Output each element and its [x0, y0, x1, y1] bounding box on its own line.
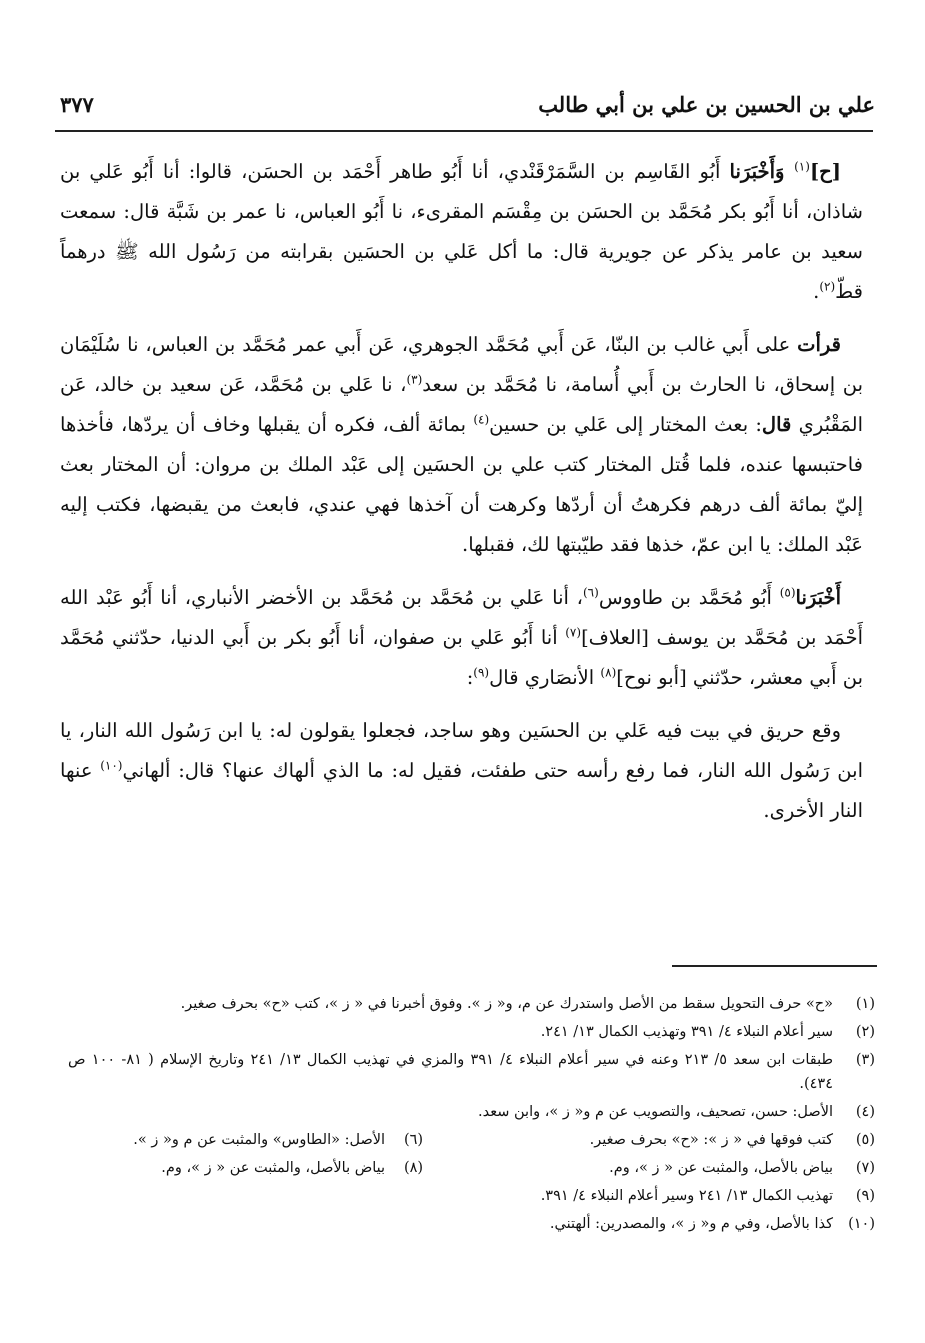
footnote-number: (٦): [403, 1132, 424, 1148]
paragraph-text: الأنصَاري قال: [489, 666, 601, 689]
footnote-number: (٤): [855, 1104, 875, 1120]
paragraph-text: على أَبي غالب بن البنّا، عَن أَبي مُحَمَّد الجوهري، عَن أَبي عمر مُحَمَّد بن العباس، نا سُلَيْمَان بن إسحاق، نا الحارث بن أَبي أُسامة، نا مُحَمَّد بن سعد: [60, 333, 863, 396]
footnote-ref: (٦): [582, 585, 599, 600]
footnote-pair: [68, 1156, 875, 1180]
footnote-text: كذا بالأصل، وفي م و« ز »، والمصدرين: ألهتني.: [549, 1216, 833, 1232]
footnote-ref: (٧): [565, 625, 582, 640]
footnote-ref: (٢): [819, 279, 836, 294]
paragraph-3: [60, 578, 863, 698]
footnote-text: بياض بالأصل، والمثبت عن « ز »، وم.: [161, 1160, 386, 1176]
footnote: [68, 1184, 875, 1208]
lead-word: أَخْبَرَنا: [795, 586, 841, 609]
footnote-text: طبقات ابن سعد ٥/ ٢١٣ وعنه في سير أعلام النبلاء ٤/ ٣٩١ والمزي في تهذيب الكمال ١٣/ ٢٤١ وتاريخ الإسلام ( ٨١- ١٠٠ ص ٤٣٤).: [68, 1052, 834, 1092]
paragraph-text: .: [813, 280, 820, 303]
paragraph-text: :: [466, 666, 474, 689]
footnote-text: سير أعلام النبلاء ٤/ ٣٩١ وتهذيب الكمال ١٣/ ٢٤١.: [540, 1024, 833, 1040]
paragraph-text: وقع حريق في بيت فيه عَلي بن الحسَين وهو ساجد، فجعلوا يقولون له: يا ابن رَسُول الله النار، يا ابن رَسُول الله النار، فما رفع رأسه حتى طفئت، فقيل له: ما الذي ألهاك عنها؟ قال: ألهاني: [60, 719, 863, 782]
paragraph-text: أنا أَبُو عَلي بن صفوان، أنا أَبُو بكر بن أَبي الدنيا، حدّثني مُحَمَّد بن أَبي معشر، حدّثني [أبو نوح]: [60, 626, 863, 689]
footnote-ref: (٤): [473, 412, 490, 427]
paragraph-4: [60, 711, 863, 831]
footnote: [68, 1212, 875, 1236]
footnote: [68, 1048, 875, 1096]
footnote-ref: (٥): [779, 585, 796, 600]
footnote-text: تهذيب الكمال ١٣/ ٢٤١ وسير أعلام النبلاء ٤/ ٣٩١.: [540, 1188, 833, 1204]
paragraph-text: ، نا عَلي بن مُحَمَّد، عَن سعيد بن خالد، عَن المَقْبُري: [60, 373, 863, 436]
lead-word: [ح]: [809, 160, 841, 183]
page-number: ٣٧٧: [60, 92, 94, 117]
footnote-ref: (٣): [406, 372, 423, 387]
paragraph-text: أَبُو القَاسِم بن السَّمَرْقَنْدي، أنا أَبُو طاهر أَحْمَد بن الحسَن، قالوا: أنا أَبُو عَلي بن شاذان، أنا أَبُو بكر مُحَمَّد بن الحسَن بن مِقْسَم المقرىء، نا أَبُو العباس، نا عمر بن شَبَّة قال: سمعت سعيد بن عامر يذكر عن جويرية قال: ما أكل عَلي بن الحسَين بقرابته من رَسُول الله ﷺ درهماً قطّ: [60, 160, 863, 303]
footnote-number: (١٠): [848, 1216, 875, 1232]
footnote-number: (٢): [855, 1024, 875, 1040]
footnote-number: (٩): [855, 1188, 875, 1204]
footnote-number: (٨): [403, 1160, 424, 1176]
footnote-ref: (١): [794, 159, 810, 174]
paragraph-text: : بعث المختار إلى عَلي بن حسين: [489, 413, 762, 436]
footnote-number: (١): [855, 996, 875, 1012]
footnote: [68, 1020, 875, 1044]
running-header-title: علي بن الحسين بن علي بن أبي طالب: [538, 92, 875, 117]
lead-word: وَأَخْبَرَنا: [729, 160, 795, 183]
footnote-number: (٣): [855, 1052, 875, 1068]
footnote-separator: [672, 965, 877, 967]
paragraph-text: بمائة ألف، فكره أن يقبلها وخاف أن يردّها، فأخذها فاحتبسها عنده، فلما قُتل المختار كتب علي بن الحسَين إلى عَبْد الملك بن مروان: أن المختار بعث إليّ بمائة ألف درهم فكرهتُ أن أردّها وكرهت أن آخذها فهي عندي، فابعث من يقبضها، فكتب إليه عَبْد الملك: يا ابن عمّ، خذها فقد طيّبتها لك، فقبلها.: [60, 413, 863, 556]
footnote-ref: (٩): [473, 665, 490, 680]
footnote-text: كتب فوقها في « ز »: «ح» بحرف صغير.: [589, 1132, 833, 1148]
lead-word: قرأت: [797, 333, 841, 356]
footnote-pair: [68, 1128, 875, 1152]
footnote-text: «ح» حرف التحويل سقط من الأصل واستدرك عن م، و« ز ». وفوق أخبرنا في « ز »، كتب «ح» بحرف صغير.: [180, 996, 833, 1012]
bold-word: قال: [761, 413, 792, 436]
footnote: [68, 1100, 875, 1124]
header-rule: [55, 130, 873, 132]
paragraph-2: [60, 325, 863, 565]
footnote-text: الأصل: حسن، تصحيف، والتصويب عن م و« ز »، وابن سعد.: [478, 1104, 833, 1120]
footnote-ref: (١٠): [100, 758, 123, 773]
footnotes: [68, 992, 875, 1240]
footnote: [68, 992, 875, 1016]
footnote-ref: (٨): [600, 665, 617, 680]
paragraph-text: ، أنا عَلي بن مُحَمَّد بن مُحَمَّد بن الأخضر الأنباري، أنا أَبُو عَبْد الله أَحْمَد بن مُحَمَّد بن يوسف [العلاف]: [60, 586, 863, 649]
footnote-number: (٧): [855, 1160, 875, 1176]
paragraph-1: [60, 152, 863, 312]
footnote-text: الأصل: «الطاوس» والمثبت عن م و« ز ».: [133, 1132, 386, 1148]
paragraph-text: أَبُو مُحَمَّد بن طاووس: [598, 586, 780, 609]
footnote-number: (٥): [855, 1132, 875, 1148]
paragraph-text: عنها النار الأخرى.: [60, 759, 863, 822]
main-text: [60, 152, 863, 844]
footnote-text: بياض بالأصل، والمثبت عن « ز »، وم.: [609, 1160, 833, 1176]
